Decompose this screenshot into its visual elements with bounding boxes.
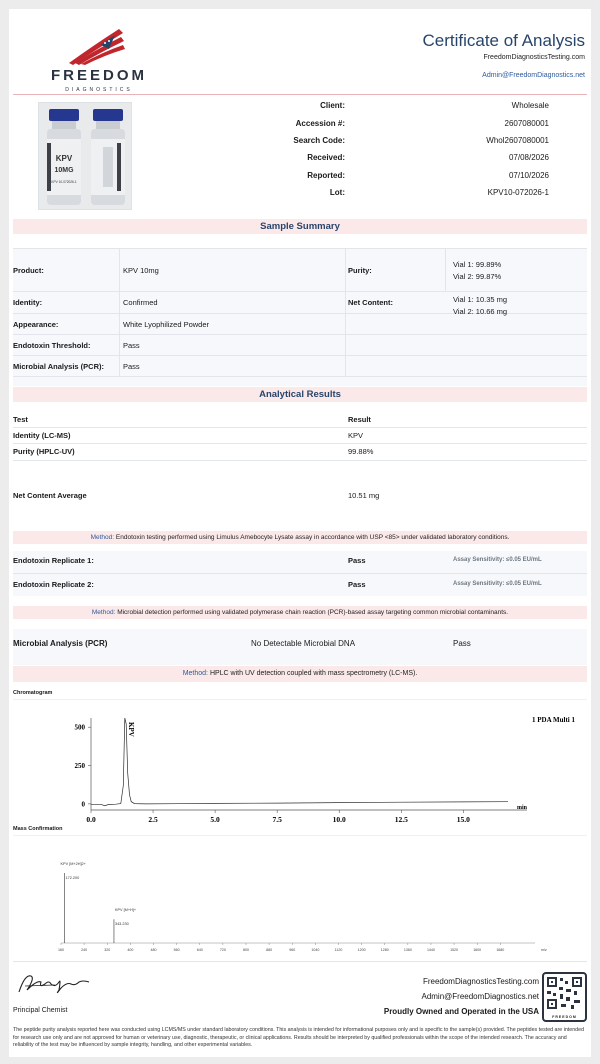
method-label: Method: [90,534,115,541]
row-divider [13,291,587,292]
qr-code[interactable] [542,972,587,1022]
accession-value: 2607080001 [504,119,549,128]
x-tick-label: 1600 [473,948,482,952]
row-divider [13,961,587,962]
client-label: Client: [320,101,345,110]
x-tick-label: 240 [81,948,88,952]
qr-caption: FREEDOM [552,1015,577,1019]
endotoxin-replicate-2-sensitivity: Assay Sensitivity: ≤0.05 EU/mL [453,581,542,587]
row-divider [13,355,587,356]
y-tick-label: 500 [74,723,85,732]
microbial-method-note [13,606,587,619]
column-divider [345,248,346,376]
y-tick-label: 250 [74,762,85,771]
x-axis-label: m/z [541,948,547,952]
accession-label: Accession #: [295,119,345,128]
peak-label: KPV [127,722,136,737]
row-divider [13,699,587,700]
row-divider [13,248,587,249]
x-tick-label: 2.5 [148,815,158,824]
microbial-analysis-value: Pass [123,362,140,371]
x-tick-label: 1360 [403,948,412,952]
product-value: KPV 10mg [123,266,159,275]
appearance-label: Appearance: [13,320,59,329]
endotoxin-replicate-1-sensitivity: Assay Sensitivity: ≤0.05 EU/mL [453,557,542,563]
mass-confirmation-label: Mass Confirmation [13,826,63,832]
x-tick-label: 480 [150,948,157,952]
x-tick-label: 5.0 [210,815,220,824]
x-tick-label: 960 [289,948,296,952]
microbial-method-text: Microbial detection performed using validated polymerase chain reaction (PCR)-based assay targeting common microbial contaminants. [117,609,509,616]
chromatogram-chart [13,706,587,831]
microbial-pcr-result: Pass [453,639,471,648]
row-divider [13,443,587,444]
row-divider [13,376,587,377]
client-value: Wholesale [511,101,549,110]
endotoxin-threshold-value: Pass [123,341,140,350]
received-value: 07/08/2026 [508,153,549,162]
endotoxin-replicate-1-result: Pass [348,556,366,565]
appearance-value: White Lyophilized Powder [123,320,210,329]
row-divider [13,334,587,335]
x-tick-label: 15.0 [456,815,470,824]
net-content-average-result: 10.51 mg [348,491,380,500]
purity-vial-2: Vial 2: 99.87% [453,272,502,281]
footer-tagline: Proudly Owned and Operated in the USA [383,1007,539,1016]
endotoxin-method-note [13,531,587,544]
principal-chemist-label: Principal Chemist [13,1007,68,1014]
row-divider [13,460,587,461]
certificate-page [9,9,591,1057]
x-tick-label: 320 [104,948,111,952]
column-divider [445,248,446,291]
purity-vial-1: Vial 1: 99.89% [453,260,502,269]
sample-summary-heading: Sample Summary [13,219,587,234]
received-label: Received: [307,153,345,162]
chromatogram-label: Chromatogram [13,690,53,696]
vial-label-code: KPV 10-072026-1 [51,180,77,184]
net-content-label: Net Content: [348,298,393,307]
row-divider [13,835,587,836]
mass-spectrum-chart [13,839,587,959]
logo-wordmark: FREEDOM [51,67,147,84]
footer-email-link[interactable]: Admin@FreedomDiagnostics.net [421,992,539,1001]
x-tick-label: 880 [266,948,273,952]
qr-code-icon [544,975,585,1011]
endotoxin-replicate-1-label: Endotoxin Replicate 1: [13,556,94,565]
flag-swoosh-icon [39,23,159,67]
identity-lcms-result: KPV [348,431,364,440]
method-label: Method: [91,609,116,616]
vial-label-dose: 10MG [54,167,74,174]
x-tick-label: 10.0 [332,815,346,824]
header-website-link[interactable]: FreedomDiagnosticsTesting.com [483,54,585,61]
peak-mz-label: 172.200 [65,876,80,880]
identity-label: Identity: [13,298,43,307]
x-tick-label: 640 [196,948,203,952]
product-label: Product: [13,266,44,275]
hplc-method-note [13,666,587,682]
method-label: Method: [182,670,208,677]
x-tick-label: 400 [127,948,134,952]
x-tick-label: 1040 [311,948,320,952]
reported-label: Reported: [307,171,345,180]
header-divider [13,94,587,95]
peak-mz-label: 343.230 [114,922,129,927]
peak-ion-label: KPV [M+2H]2+ [60,862,86,866]
row-divider [13,427,587,428]
product-vials-photo [38,102,132,210]
x-tick-label: 12.5 [394,815,408,824]
x-tick-label: 160 [58,948,64,952]
vial-label-name: KPV [55,154,73,163]
endotoxin-replicate-2-result: Pass [348,580,366,589]
x-tick-label: 1280 [380,948,389,952]
result-column-header: Result [348,415,371,424]
hplc-method-text: HPLC with UV detection coupled with mass spectrometry (LC-MS). [209,670,418,677]
x-tick-label: 0.0 [86,815,96,824]
lot-label: Lot: [329,188,345,197]
search-code-label: Search Code: [293,136,345,145]
analytical-results-heading: Analytical Results [13,387,587,402]
disclaimer-text: The peptide purity analysis reported here was conducted using LCMS/MS under standard laboratory conditions. This analysis is intended for informational purposes only and is specific to the sample(s) provided. The peptides tested are intended for research use only and are not approved for human or veterinary use, diagnostic, therapeutic, or clinical applications. Results should be interpreted by qualified professionals within the scope of the intended research. The accuracy and reliability of the test may be influenced by sample integrity, handling, and other experimental variables. [13,1027,585,1049]
x-tick-label: 7.5 [272,815,282,824]
peak-ion-label: KPV [M+H]+ [114,908,137,913]
logo-subtitle: DIAGNOSTICS [65,87,133,93]
x-tick-label: 1200 [357,948,366,952]
net-content-vial-2: Vial 2: 10.66 mg [453,307,508,316]
identity-value: Confirmed [123,298,158,307]
net-content-average-label: Net Content Average [13,491,87,500]
endotoxin-method-text: Endotoxin testing performed using Limulus Amebocyte Lysate assay in accordance with USP <85> under validated laboratory conditions. [115,534,510,541]
x-axis-label: min [516,805,527,811]
purity-label: Purity: [348,266,372,275]
x-tick-label: 1120 [334,948,343,952]
x-tick-label: 1520 [450,948,459,952]
reported-value: 07/10/2026 [508,171,549,180]
test-column-header: Test [13,415,28,424]
chemist-signature [15,970,95,998]
x-tick-label: 800 [242,948,249,952]
endotoxin-threshold-label: Endotoxin Threshold: [13,341,91,350]
microbial-pcr-label: Microbial Analysis (PCR) [13,639,108,648]
header-email-link[interactable]: Admin@FreedomDiagnostics.net [482,72,585,79]
microbial-pcr-finding: No Detectable Microbial DNA [251,639,356,648]
footer-website-link[interactable]: FreedomDiagnosticsTesting.com [422,977,539,986]
x-tick-label: 560 [173,948,180,952]
purity-hplc-result: 99.88% [348,447,374,456]
endotoxin-replicate-2-label: Endotoxin Replicate 2: [13,580,94,589]
purity-hplc-label: Purity (HPLC-UV) [13,447,75,456]
freedom-diagnostics-logo [39,23,159,99]
identity-lcms-label: Identity (LC-MS) [13,431,71,440]
microbial-analysis-label: Microbial Analysis (PCR): [13,362,104,371]
column-divider [119,248,120,376]
x-tick-label: 1440 [426,948,435,952]
page-title: Certificate of Analysis [422,31,585,50]
chromatogram-trace [91,718,508,806]
x-tick-label: 720 [219,948,226,952]
chart-title: 1 PDA Multi 1 [532,716,575,724]
x-tick-label: 1680 [496,948,505,952]
search-code-value: Whol2607080001 [486,136,549,145]
net-content-vial-1: Vial 1: 10.35 mg [453,295,508,304]
lot-value: KPV10-072026-1 [487,188,549,197]
y-tick-label: 0 [81,800,85,809]
